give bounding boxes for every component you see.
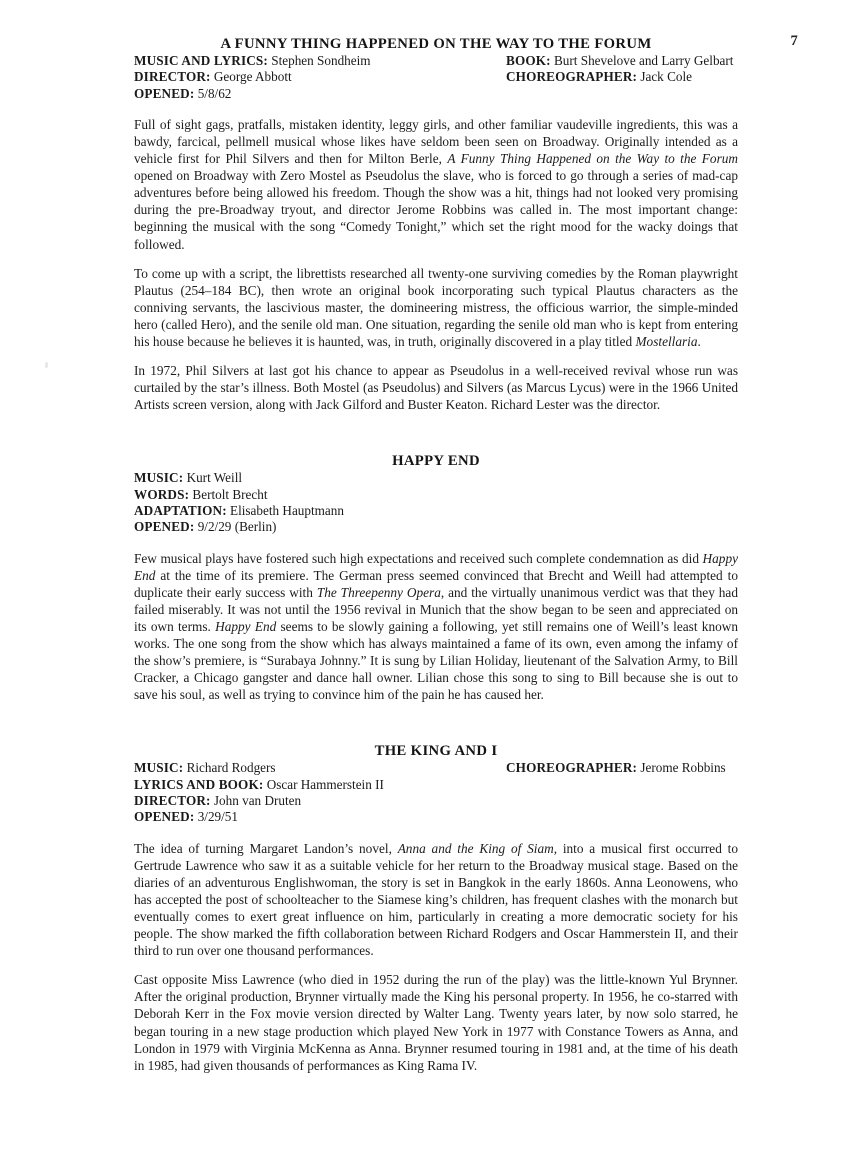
credit-label: LYRICS AND BOOK: [134,776,264,792]
credit-label: DIRECTOR: [134,69,211,85]
credit-line [506,760,746,776]
credit-value: 3/29/51 [197,809,238,825]
paragraph [134,116,738,253]
italic-title: A Funny Thing Happened on the Way to the Forum [447,151,739,167]
section-forum [134,36,738,413]
credit-value: Bertolt Brecht [192,486,268,502]
paragraph [134,265,738,350]
credit-label: MUSIC AND LYRICS: [134,53,268,68]
credit-value: John van Druten [213,793,302,809]
text-run: The idea of turning Margaret Landon’s novel, [134,840,398,856]
italic-title: Happy End [215,618,277,634]
credit-label: OPENED: [134,809,195,825]
credit-label: OPENED: [134,519,195,535]
section-spacer [134,413,738,453]
credit-line [134,503,738,519]
credit-value: 5/8/62 [197,85,232,101]
italic-title: Anna and the King of Siam, [397,840,558,856]
credit-label: BOOK: [506,53,551,68]
credits-happy-end [134,470,738,535]
credit-line [134,487,738,503]
paragraph [134,840,738,960]
credits-left-column [134,470,738,535]
section-happy-end [134,453,738,703]
scan-artifact-speck [45,362,48,368]
page-content [134,36,738,1074]
text-run: opened on Broadway with Zero Mostel as Pseudolus the slave, who is forced to go through a series of mad-cap adventures before being allowed his freedom. Though the show was a hit, things had not looked very promising during the pre-Broadway tryout, and director Jerome Robbins was called in. The most important change: beginning the musical with the song “Comedy Tonight,” which set the right mood for the wacky doings that followed. [134,168,738,252]
text-run: To come up with a script, the librettists researched all twenty-one surviving comedies by the Roman playwright Plautus (254–184 BC), then wrote an original book incorporating such typical Plautus characters as the conniving servants, the lascivious master, the domineering mistress, the officious warrior, the simple-minded hero (called Hero), and the senile old man. One situation, regarding the senile old man who is kept from entering his house because he believes it is haunted, was, in truth, originally discovered in a play titled [134,265,738,350]
credit-line [506,53,746,69]
paragraph [134,362,738,413]
text-run: seems to be slowly gaining a following, yet still remains one of Weill’s least known works. The one song from the show which has always maintained a fame of its own, even among the infamy of the show’s premiere, is “Surabaya Johnny.” It is sung by Lilian Holiday, lieutenant of the Salvation Army, to Bill Cracker, a Chicago gangster and dance hall owner. Lilian chose this song to sing to Bill because she is out to save his soul, as well as trying to convince him of the pain he has caused her. [134,618,738,703]
section-title-happy-end: HAPPY END [392,453,480,470]
italic-title: The Threepenny Opera [316,584,441,600]
section-king-and-i [134,743,738,1073]
credit-line [134,86,738,102]
section-title-king-and-i: THE KING AND I [374,743,498,760]
credit-value: Kurt Weill [186,470,243,486]
text-run: Few musical plays have fostered such high expectations and received such complete condemnation as did [134,550,703,566]
credit-label: CHOREOGRAPHER: [506,760,638,776]
credit-line [506,69,746,85]
credit-value: Jack Cole [640,69,692,85]
credit-value: 9/2/29 (Berlin) [197,519,277,535]
credit-value: Elisabeth Hauptmann [230,502,344,518]
credit-line [134,519,738,535]
text-run: Full of sight gags, pratfalls, mistaken identity, leggy girls, and other familiar vaudeville ingredients, this was a bawdy, farcical, pellmell musical whose likes have seldom been seen on Broadway. Originally intended as a vehicle first for Phil Silvers and then for Milton Berle, [134,116,738,167]
credit-value: Burt Shevelove and Larry Gelbart [554,53,734,68]
credits-forum [134,53,738,102]
text-run: into a musical first occurred to Gertrude Lawrence who saw it as a suitable vehicle for her return to the Broadway musical stage. Based on the diaries of an adventurous Englishwoman, the story is set in Bangkok in the early 1860s. Anna Leonowens, who has accepted the post of schoolteacher to the Siamese king’s children, has frequent clashes with the monarch but eventually comes to exert great influence on him, particularly in creating a more democratic society for his people. The show marked the fifth collaboration between Richard Rodgers and Oscar Hammerstein II, and their third to run over one thousand performances. [134,840,738,959]
text-run: . [697,334,701,350]
credit-value: Oscar Hammerstein II [266,776,384,792]
credit-label: WORDS: [134,486,190,502]
credit-line [134,809,738,825]
credit-label: CHOREOGRAPHER: [506,69,638,85]
credit-label: ADAPTATION: [134,502,227,518]
credit-line [134,470,738,486]
credits-king-and-i [134,760,738,825]
paragraph [134,550,738,704]
credits-right-column [506,53,746,86]
credits-right-column [506,760,746,776]
credit-label: MUSIC: [134,470,184,486]
page-number: 7 [790,33,798,49]
credit-label: DIRECTOR: [134,793,211,809]
credit-line [134,777,738,793]
text-run: Cast opposite Miss Lawrence (who died in 1952 during the run of the play) was the little-known Yul Brynner. After the original production, Brynner virtually made the King his personal property. In 1956, he co-starred with Deborah Kerr in the Fox movie version directed by Walter Lang. Twenty years later, by now solo starred, he began touring in a new stage production which played New York in 1977 with Constance Towers as Anna, and London in 1979 with Virginia McKenna as Anna. Brynner resumed touring in 1981 and, at the time of his death in 1985, had given thousands of performances as King Rama IV. [134,972,738,1073]
section-title-forum: A FUNNY THING HAPPENED ON THE WAY TO THE FORUM [220,36,652,52]
credit-value: George Abbott [213,69,292,85]
credit-value: Jerome Robbins [640,760,726,776]
credit-label: OPENED: [134,85,195,101]
text-run: at the time of its premiere. The German press seemed convinced that Brecht and Weill had attempted to duplicate their early success with [134,567,738,600]
text-run: In 1972, Phil Silvers at last got his chance to appear as Pseudolus in a well-received revival whose run was curtailed by the star’s illness. Both Mostel (as Pseudolus) and Silvers (as Marcus Lycus) were in the 1966 United Artists screen version, along with Jack Gilford and Buster Keaton. Richard Lester was the director. [134,363,738,413]
credit-label: MUSIC: [134,760,184,776]
paragraph [134,971,738,1074]
credit-line [134,793,738,809]
section-spacer [134,703,738,743]
credit-value: Richard Rodgers [186,760,276,776]
italic-title: Mostellaria [635,334,698,350]
italic-title: Happy End [134,550,738,583]
credit-value: Stephen Sondheim [271,53,371,68]
text-run: , and the virtually unanimous verdict was that they had failed miserably. It was not until the 1956 revival in Munich that the show began to be seen and appreciated on its own terms. [134,584,738,634]
